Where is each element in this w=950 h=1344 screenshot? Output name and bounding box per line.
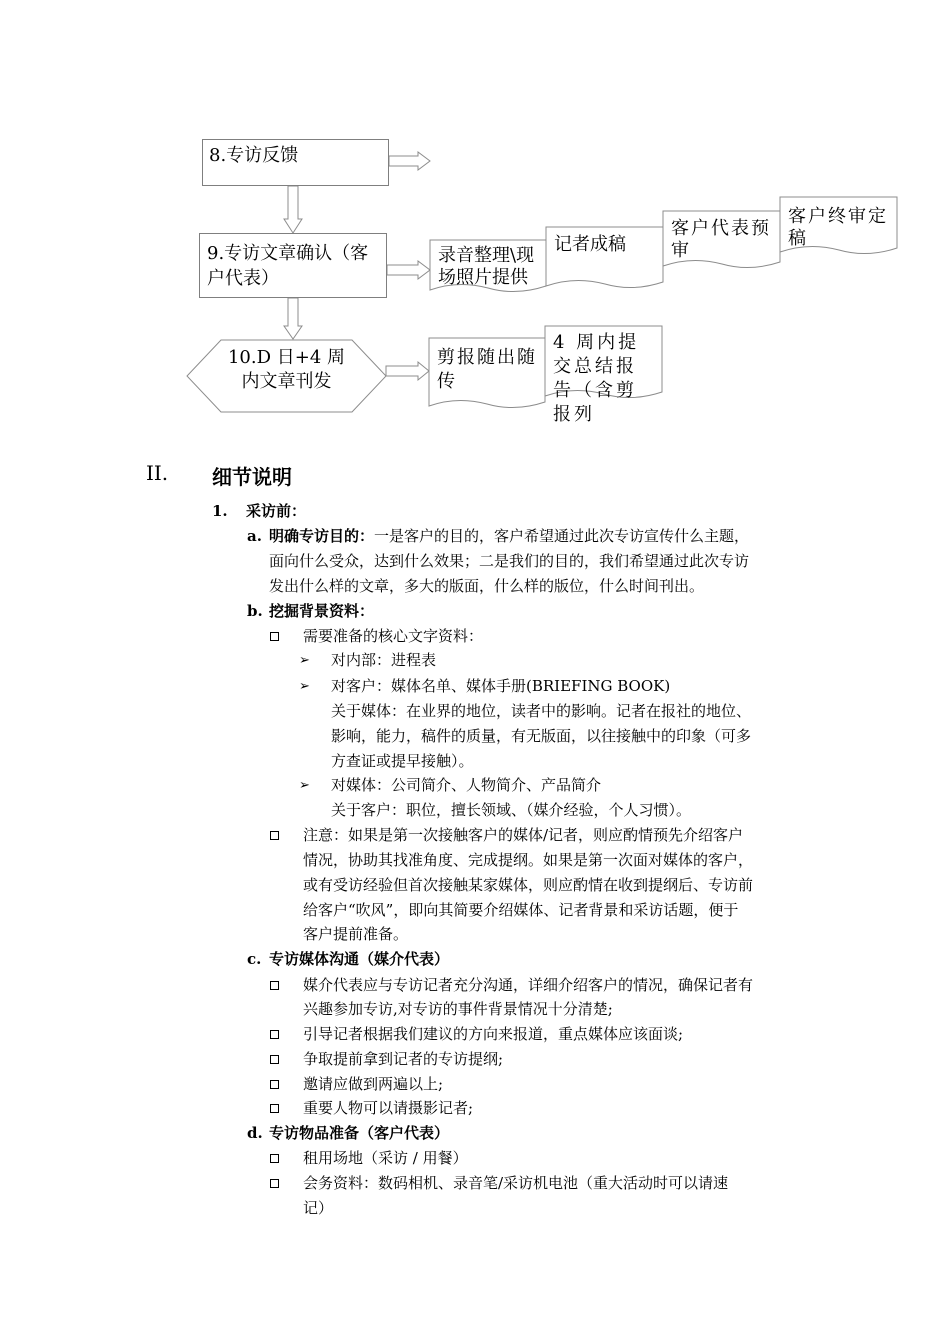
flow-step-10-line2: 内文章刊发	[241, 371, 332, 392]
doc-client-final-label: 客户终审定稿	[788, 206, 888, 249]
item-b1: 需要准备的核心文字资料：	[303, 627, 484, 645]
item-b1b-line3: 影响，能力，稿件的质量，有无版面，以往接触中的印象（可多	[331, 727, 752, 745]
doc-client-final	[780, 206, 897, 249]
flow-step-9-label: 9.专访文章确认（客户代表）	[207, 243, 369, 289]
item-a-title: 明确专访目的：	[269, 527, 375, 545]
doc-clipping	[429, 346, 545, 396]
checkbox-bullet	[270, 1080, 279, 1089]
checkbox-bullet	[270, 1154, 279, 1163]
checkbox-bullet	[270, 632, 279, 641]
item-c1-line2: 兴趣参加专访,对专访的事件背景情况十分清楚;	[303, 1000, 613, 1018]
item-1-title: 采访前：	[246, 502, 307, 520]
flow-step-8	[202, 139, 389, 186]
item-a-line1	[269, 524, 749, 549]
item-c-title: 专访媒体沟通（媒介代表）	[269, 950, 450, 968]
item-b1c-line2: 关于客户：职位，擅长领域、（媒介经验，个人习惯）。	[331, 801, 692, 819]
item-c1-line1: 媒介代表应与专访记者充分沟通，详细介绍客户的情况，确保记者有	[303, 976, 754, 994]
doc-clipping-label: 剪报随出随传	[437, 347, 537, 392]
item-b2-line2: 情况，协助其找准角度、完成提纲。如果是第一次面对媒体的客户，	[303, 851, 754, 869]
item-b2-line1: 注意：如果是第一次接触客户的媒体/记者，则应酌情预先介绍客户	[303, 826, 744, 844]
item-d1: 租用场地（采访 / 用餐）	[303, 1149, 468, 1167]
item-b2-line3: 或有受访经验但首次接触某家媒体，则应酌情在收到提纲后、专访前	[303, 876, 754, 894]
flow-step-10	[187, 346, 386, 394]
doc-writer-label: 记者成稿	[554, 234, 626, 255]
item-a-line3: 发出什么样的文章，多大的版面，什么样的版位，什么时间刊出。	[269, 577, 705, 595]
doc-client-rep	[663, 218, 780, 261]
arrow-bullet: ➢	[299, 653, 310, 668]
flow-step-9	[199, 233, 387, 298]
item-b-mark: b.	[247, 602, 263, 620]
item-b1a: 对内部：进程表	[331, 651, 437, 669]
item-b2-line5: 客户提前准备。	[303, 925, 409, 943]
arrow-bullet: ➢	[299, 679, 310, 694]
item-c5: 重要人物可以请摄影记者;	[303, 1099, 474, 1117]
item-b1b-line2: 关于媒体：在业界的地位，读者中的影响。记者在报社的地位、	[331, 702, 752, 720]
doc-summary	[545, 331, 662, 425]
item-b1b: 对客户：媒体名单、媒体手册(BRIEFING BOOK)	[331, 677, 671, 695]
doc-client-rep-label: 客户代表预审	[671, 218, 771, 261]
flow-step-10-line1: 10.D 日+4 周	[227, 347, 346, 368]
section-number: II.	[146, 461, 169, 485]
checkbox-bullet	[270, 1179, 279, 1188]
item-c3: 争取提前拿到记者的专访提纲;	[303, 1050, 504, 1068]
item-c2: 引导记者根据我们建议的方向来报道，重点媒体应该面谈;	[303, 1025, 684, 1043]
checkbox-bullet	[270, 1104, 279, 1113]
item-c4: 邀请应做到两遍以上;	[303, 1075, 444, 1093]
arrow-bullet: ➢	[299, 778, 310, 793]
doc-recording-label: 录音整理\现场照片提供	[438, 245, 535, 288]
item-b1c: 对媒体：公司简介、人物简介、产品简介	[331, 776, 602, 794]
item-d2-line2: 记）	[303, 1199, 334, 1217]
checkbox-bullet	[270, 1030, 279, 1039]
item-a-line2: 面向什么受众，达到什么效果；二是我们的目的，我们希望通过此次专访	[269, 552, 750, 570]
section-title: 细节说明	[212, 465, 292, 489]
item-b2-line4: 给客户“吹风”，即向其简要介绍媒体、记者背景和采访话题，便于	[303, 901, 739, 919]
item-b-title: 挖掘背景资料：	[269, 602, 375, 620]
doc-writer	[546, 234, 663, 274]
flow-step-8-label: 8.专访反馈	[209, 145, 299, 166]
item-b1b-line4: 方查证或提早接触）。	[331, 752, 474, 770]
item-1-number: 1.	[212, 502, 228, 520]
item-a-mark: a.	[247, 527, 262, 545]
item-a-text1: 一是客户的目的，客户希望通过此次专访宣传什么主题，	[374, 527, 750, 545]
checkbox-bullet	[270, 831, 279, 840]
doc-summary-label: 4 周内提交总结报告（含剪报列	[553, 332, 640, 425]
doc-recording	[430, 245, 546, 288]
item-c-mark: c.	[247, 950, 262, 968]
item-d-title: 专访物品准备（客户代表）	[269, 1124, 450, 1142]
checkbox-bullet	[270, 981, 279, 990]
item-d-mark: d.	[247, 1124, 263, 1142]
item-d2-line1: 会务资料：数码相机、录音笔/采访机电池（重大活动时可以请速	[303, 1174, 729, 1192]
checkbox-bullet	[270, 1055, 279, 1064]
